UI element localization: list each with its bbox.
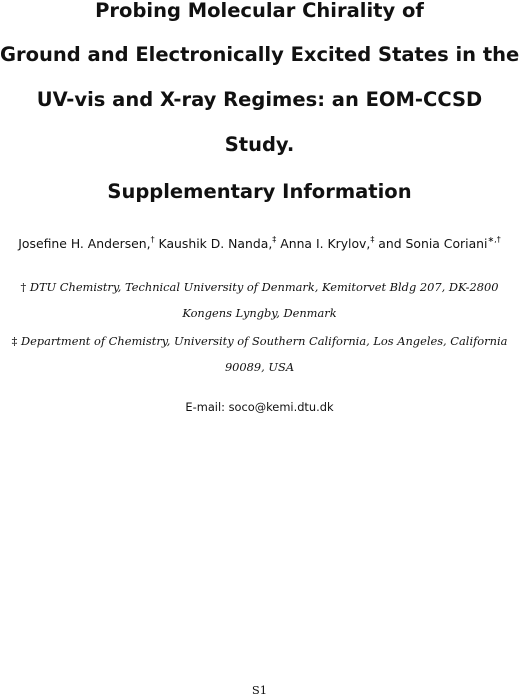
author-name: Anna I. Krylov, <box>280 236 371 251</box>
page-number: S1 <box>251 683 268 697</box>
author-affiliation-mark: ‡ <box>370 235 375 244</box>
affiliation-text: Department of Chemistry, University of Southern California, Los Angeles, California <box>20 334 508 348</box>
title-line-1: Probing Molecular Chirality of <box>95 0 424 22</box>
affiliation-text: DTU Chemistry, Technical University of Denmark, Kemitorvet Bldg 207, DK-2800 <box>29 280 499 294</box>
author-name: and Sonia Coriani <box>378 236 488 251</box>
affiliation-1-line-2: Kongens Lyngby, Denmark <box>182 306 337 320</box>
affiliation-2-line-2: 90089, USA <box>224 360 295 374</box>
title-line-4: Study. <box>224 133 295 156</box>
affiliation-2-line-1 <box>0 332 519 350</box>
supplementary-heading: Supplementary Information <box>107 180 412 203</box>
author-affiliation-mark: ∗,† <box>487 235 501 244</box>
corresponding-email: E-mail: soco@kemi.dtu.dk <box>185 400 334 414</box>
author-name: Kaushik D. Nanda, <box>158 236 273 251</box>
author-affiliation-mark: † <box>150 235 155 244</box>
affiliation-1-line-1 <box>0 278 519 296</box>
affiliation-mark: † <box>20 280 27 294</box>
author-list <box>0 234 519 254</box>
affiliation-mark: ‡ <box>11 334 18 348</box>
title-line-3: UV-vis and X-ray Regimes: an EOM-CCSD <box>36 88 483 111</box>
author-affiliation-mark: ‡ <box>272 235 277 244</box>
author-name: Josefine H. Andersen, <box>18 236 151 251</box>
title-line-2: Ground and Electronically Excited States in the <box>0 43 519 66</box>
